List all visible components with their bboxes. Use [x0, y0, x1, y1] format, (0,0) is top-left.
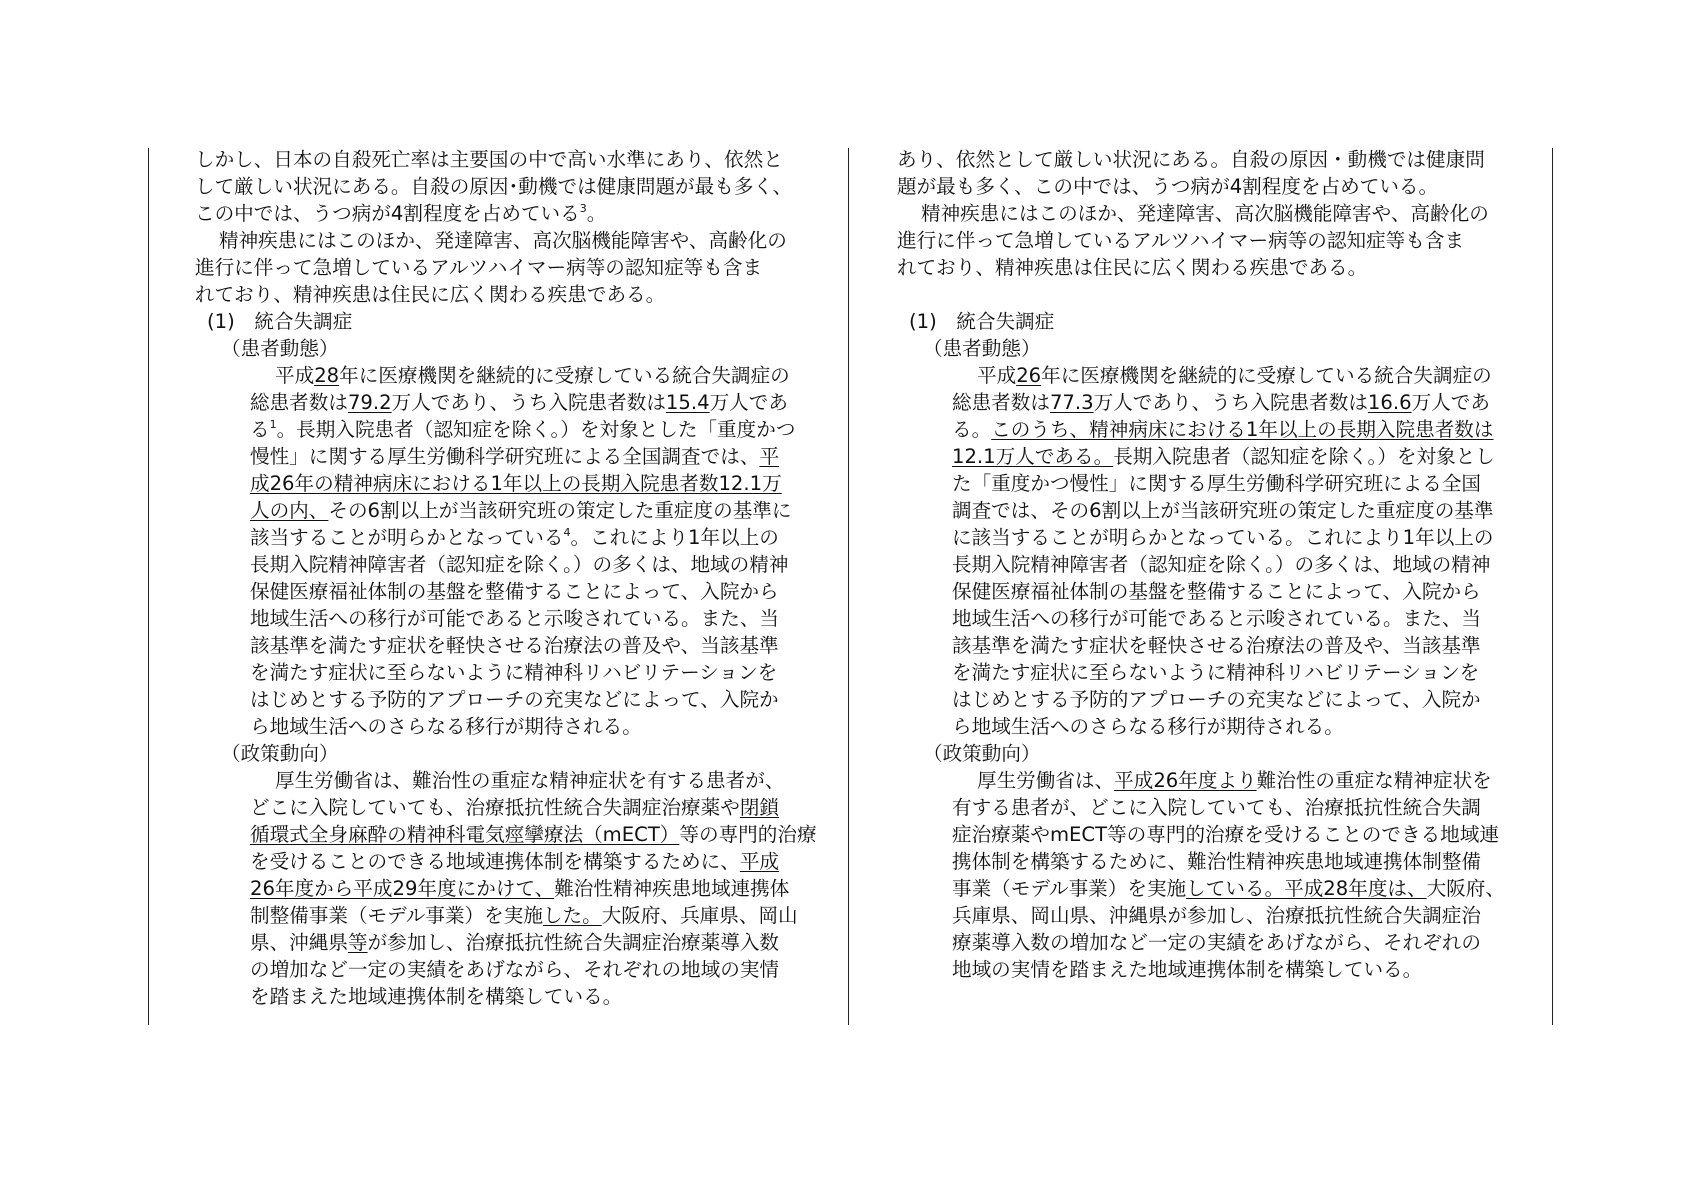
text-segment: 保健医療福祉体制の基盤を整備することによって、入院から: [952, 580, 1481, 603]
text-line: [195, 929, 840, 956]
text-line: [195, 578, 840, 605]
text-line: [195, 254, 840, 281]
text-segment: 年に医療機関を継続的に受療している統合失調症の: [1041, 364, 1492, 387]
text-line: [195, 362, 840, 389]
text-segment: （患者動態）: [923, 337, 1041, 360]
text-line: [897, 173, 1542, 200]
underlined-text: 12.1万人である。: [952, 445, 1114, 468]
text-segment: 症治療薬やmECT等の専門的治療を受けることのできる地域連: [952, 823, 1499, 846]
text-segment: 地域生活への移行が可能であると示唆されている。また、当: [250, 607, 780, 630]
underlined-text: 26年度から平成29年度にかけて、: [250, 877, 555, 900]
text-segment: （政策動向）: [923, 742, 1041, 765]
text-line: [195, 416, 840, 443]
revised-text-column: [195, 146, 840, 1010]
text-line: [897, 281, 1542, 308]
text-segment: 兵庫県、岡山県、沖縄県が参加し、治療抵抗性統合失調症治: [952, 904, 1482, 927]
text-line: [195, 551, 840, 578]
text-segment: を踏まえた地域連携体制を構築している。: [250, 985, 623, 1008]
text-line: [897, 227, 1542, 254]
text-segment: れており、精神疾患は住民に広く関わる疾患である。: [897, 256, 1368, 279]
text-line: [195, 821, 840, 848]
underlined-text: 26: [1016, 364, 1042, 387]
underlined-text: 人の内、: [250, 499, 329, 522]
text-segment: 有する患者が、どこに入院していても、治療抵抗性統合失調: [952, 796, 1482, 819]
text-segment: この中では、うつ病が4割程度を占めている: [195, 202, 580, 225]
underlined-text: 15.4: [665, 391, 710, 414]
text-segment: が参加し、治療抵抗性統合失調症治療薬導入数: [367, 931, 780, 954]
text-segment: 県、沖縄県: [250, 931, 348, 954]
text-segment: その6割以上が当該研究班の策定した重症度の基準に: [328, 499, 792, 522]
text-line: [897, 362, 1542, 389]
current-text-column: [897, 146, 1542, 983]
text-segment: 精神疾患にはこのほか、発達障害、高次脳機能障害や、高齢化の: [921, 202, 1489, 225]
text-line: [897, 740, 1542, 767]
underlined-text: 平成: [739, 850, 780, 873]
text-segment: 総患者数は: [250, 391, 348, 414]
text-segment: 等の専門的治療: [679, 823, 817, 846]
text-segment: 地域の実情を踏まえた地域連携体制を構築している。: [952, 958, 1423, 981]
text-line: [897, 632, 1542, 659]
underlined-text: 循環式全身麻酔の精神科電気痙攣療法（mECT）: [250, 823, 680, 846]
text-segment: 平成: [977, 364, 1017, 387]
text-segment: を受けることのできる地域連携体制を構築するために、: [250, 850, 740, 873]
text-segment: 年に医療機関を継続的に受療している統合失調症の: [339, 364, 790, 387]
text-segment: （政策動向）: [221, 742, 339, 765]
text-line: [195, 605, 840, 632]
underlined-text: 閉鎖: [739, 796, 780, 819]
text-line: [195, 659, 840, 686]
underlined-text: 77.3: [1049, 391, 1094, 414]
text-line: [195, 956, 840, 983]
text-line: [897, 578, 1542, 605]
text-line: [195, 173, 840, 200]
text-segment: に該当することが明らかとなっている。これにより1年以上の: [952, 526, 1494, 549]
underlined-text: している。平成28年度は、: [1186, 877, 1427, 900]
underlined-text: 等: [347, 931, 368, 954]
text-line: [897, 551, 1542, 578]
text-line: [897, 497, 1542, 524]
text-line: [195, 470, 840, 497]
text-segment: 地域生活への移行が可能であると示唆されている。また、当: [952, 607, 1482, 630]
text-line: [897, 713, 1542, 740]
text-line: [195, 227, 840, 254]
text-line: [897, 848, 1542, 875]
text-segment: 万人であり、うち入院患者数は: [391, 391, 666, 414]
text-line: [897, 335, 1542, 362]
text-line: [195, 902, 840, 929]
text-line: [195, 848, 840, 875]
underlined-text: このうち、精神病床における1年以上の長期入院患者数は: [991, 418, 1494, 441]
text-line: [897, 902, 1542, 929]
text-segment: 調査では、その6割以上が当該研究班の策定した重症度の基準: [952, 499, 1494, 522]
text-segment: 。: [586, 202, 607, 225]
text-line: [897, 875, 1542, 902]
underlined-text: した。: [542, 904, 602, 927]
text-line: [195, 443, 840, 470]
text-segment: 保健医療福祉体制の基盤を整備することによって、入院から: [250, 580, 779, 603]
text-segment: 万人であり、うち入院患者数は: [1093, 391, 1368, 414]
text-line: [897, 146, 1542, 173]
text-segment: 制整備事業（モデル事業）を実施: [250, 904, 543, 927]
text-segment: 進行に伴って急増しているアルツハイマー病等の認知症等も含ま: [897, 229, 1465, 252]
text-line: [195, 794, 840, 821]
text-line: [897, 794, 1542, 821]
text-segment: る: [250, 418, 270, 441]
text-line: [195, 308, 840, 335]
text-segment: 万人であ: [1411, 391, 1490, 414]
text-segment: ら地域生活へのさらなる移行が期待される。: [952, 715, 1344, 738]
underlined-text: 16.6: [1367, 391, 1412, 414]
left-column-border: [148, 148, 149, 1025]
text-line: [897, 443, 1542, 470]
text-segment: 難治性精神疾患地域連携体: [554, 877, 790, 900]
text-line: [195, 335, 840, 362]
text-line: [897, 470, 1542, 497]
text-segment: 厚生労働省は、難治性の重症な精神症状を有する患者が、: [275, 769, 785, 792]
text-line: [897, 200, 1542, 227]
text-line: [195, 767, 840, 794]
text-segment: 。これにより1年以上の: [570, 526, 779, 549]
text-segment: を満たす症状に至らないように精神科リハビリテーションを: [952, 661, 1480, 684]
text-segment: はじめとする予防的アプローチの充実などによって、入院か: [250, 688, 779, 711]
text-segment: 該当することが明らかとなっている: [250, 526, 564, 549]
text-segment: た「重度かつ慢性」に関する厚生労働科学研究班による全国: [952, 472, 1482, 495]
text-segment: あり、依然として厳しい状況にある。自殺の原因・動機では健康問: [897, 148, 1485, 171]
text-segment: 該基準を満たす症状を軽快させる治療法の普及や、当該基準: [250, 634, 779, 657]
text-segment: どこに入院していても、治療抵抗性統合失調症治療薬や: [250, 796, 740, 819]
text-segment: 長期入院精神障害者（認知症を除く。）の多くは、地域の精神: [250, 553, 789, 576]
text-segment: 長期入院患者（認知症を除く。）を対象とし: [1113, 445, 1495, 468]
footnote-marker: 4: [563, 526, 571, 539]
text-line: [897, 389, 1542, 416]
text-segment: れており、精神疾患は住民に広く関わる疾患である。: [195, 283, 666, 306]
text-line: [195, 146, 840, 173]
text-line: [195, 632, 840, 659]
text-line: [897, 929, 1542, 956]
text-segment: 総患者数は: [952, 391, 1050, 414]
text-line: [897, 659, 1542, 686]
text-segment: 大阪府、兵庫県、岡山: [601, 904, 798, 927]
text-line: [195, 875, 840, 902]
text-segment: 厚生労働省は、: [977, 769, 1115, 792]
text-segment: 平成: [275, 364, 315, 387]
text-line: [195, 686, 840, 713]
text-line: [897, 686, 1542, 713]
text-segment: ら地域生活へのさらなる移行が期待される。: [250, 715, 642, 738]
center-column-divider: [848, 148, 849, 1025]
text-line: [897, 254, 1542, 281]
underlined-text: 平: [759, 445, 780, 468]
text-line: [897, 767, 1542, 794]
text-segment: 。長期入院患者（認知症を除く。）を対象とした「重度かつ: [276, 418, 796, 441]
text-segment: 事業（モデル事業）を実施: [952, 877, 1187, 900]
text-segment: しかし、日本の自殺死亡率は主要国の中で高い水準にあり、依然と: [195, 148, 783, 171]
underlined-text: 28: [314, 364, 340, 387]
underlined-text: 平成26年度より: [1114, 769, 1257, 792]
text-line: [195, 281, 840, 308]
text-segment: 携体制を構築するために、難治性精神疾患地域連携体制整備: [952, 850, 1482, 873]
text-line: [195, 497, 840, 524]
text-segment: (1) 統合失調症: [909, 310, 1055, 333]
text-segment: （患者動態）: [221, 337, 339, 360]
underlined-text: 成26年の精神病床における1年以上の長期入院患者数12.1万: [250, 472, 782, 495]
text-segment: 該基準を満たす症状を軽快させる治療法の普及や、当該基準: [952, 634, 1481, 657]
right-column-border: [1552, 148, 1553, 1025]
text-segment: を満たす症状に至らないように精神科リハビリテーションを: [250, 661, 778, 684]
text-segment: はじめとする予防的アプローチの充実などによって、入院か: [952, 688, 1481, 711]
footnote-marker: 1: [269, 418, 277, 431]
text-line: [897, 308, 1542, 335]
text-line: [897, 416, 1542, 443]
text-segment: 題が最も多く、この中では、うつ病が4割程度を占めている。: [897, 175, 1439, 198]
text-line: [897, 524, 1542, 551]
text-segment: して厳しい状況にある。自殺の原因･動機では健康問題が最も多く、: [195, 175, 793, 198]
text-line: [195, 524, 840, 551]
text-segment: 大阪府、: [1426, 877, 1505, 900]
text-segment: 精神疾患にはこのほか、発達障害、高次脳機能障害や、高齢化の: [219, 229, 787, 252]
text-line: [897, 956, 1542, 983]
underlined-text: 79.2: [347, 391, 392, 414]
text-line: [195, 983, 840, 1010]
text-line: [897, 821, 1542, 848]
text-segment: 長期入院精神障害者（認知症を除く。）の多くは、地域の精神: [952, 553, 1491, 576]
text-segment: 慢性」に関する厚生労働科学研究班による全国調査では、: [250, 445, 760, 468]
text-line: [195, 389, 840, 416]
text-line: [195, 200, 840, 227]
text-segment: 難治性の重症な精神症状を: [1256, 769, 1492, 792]
text-segment: る。: [952, 418, 992, 441]
text-segment: 万人であ: [709, 391, 788, 414]
text-line: [195, 713, 840, 740]
text-segment: 進行に伴って急増しているアルツハイマー病等の認知症等も含ま: [195, 256, 763, 279]
text-segment: の増加など一定の実績をあげながら、それぞれの地域の実情: [250, 958, 780, 981]
footnote-marker: 3: [579, 202, 587, 215]
text-line: [195, 740, 840, 767]
text-line: [897, 605, 1542, 632]
text-segment: 療薬導入数の増加など一定の実績をあげながら、それぞれの: [952, 931, 1482, 954]
text-segment: (1) 統合失調症: [207, 310, 353, 333]
